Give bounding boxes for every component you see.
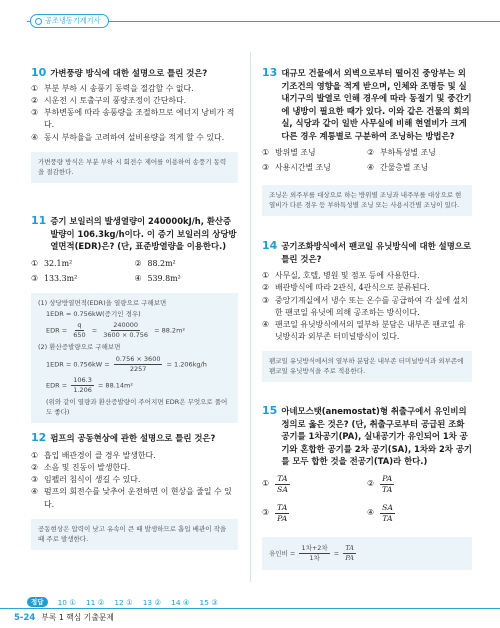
question-number: 13 (262, 66, 278, 79)
answer-item: 12 ① (114, 597, 133, 607)
option-1: ① $\frac{TA}{SA}$ (262, 473, 288, 494)
option-2: ② 88.2m² (134, 258, 176, 268)
explanation-box: 팬코일 유닛방식에서의 열부하 분담은 내부존 터미널방식과 외부존에 팬코일 유닛방식을 주로 적용한다. (262, 351, 472, 382)
option-3: ③ $\frac{TA}{PA}$ (262, 502, 288, 523)
option-3: ③ 부하변동에 따라 송풍량을 조절하므로 에너지 낭비가 적다. (31, 108, 235, 130)
page-number: 5-24 (14, 612, 36, 623)
option-4: ④ 539.8m² (134, 273, 181, 283)
explanation-line: (2) 환산증발량으로 구해보면 (38, 343, 121, 352)
question-14 (262, 240, 472, 382)
formula-edr-heat: EDR = $\frac{q}{650}$ = $\frac{240000}{3600 \times 0.756}$ = 88.2m² (46, 321, 186, 340)
answer-item: 15 ③ (199, 597, 218, 607)
question-text: 펌프의 공동현상에 관한 설명으로 틀린 것은? (50, 433, 216, 443)
answer-key (27, 597, 218, 607)
answer-item: 11 ② (85, 597, 105, 607)
option-list (262, 474, 472, 527)
option-3: ③ 임펠러 침식이 생길 수 있다. (31, 475, 141, 485)
question-number: 10 (31, 66, 47, 79)
option-4: ④ 동시 부하율을 고려하여 설비용량을 적게 할 수 있다. (31, 132, 225, 142)
footer-rule (0, 608, 500, 609)
option-2: ② 배관방식에 따라 2관식, 4관식으로 분류된다. (262, 283, 430, 293)
question-13 (262, 67, 472, 216)
answer-item: 14 ④ (171, 597, 190, 607)
question-10 (31, 67, 238, 183)
header-badge (30, 14, 109, 28)
explanation-box: 조닝은 외주부를 대상으로 하는 방위별 조닝과 내주부를 대상으로 현열비가 다른 경우 등 부하특성별 조닝 또는 사용시간별 조닝이 있다. (262, 185, 472, 216)
answer-item: 13 ② (142, 597, 162, 607)
explanation-box: 가변풍량 방식은 부분 부하 시 회전수 제어를 이용하여 송풍기 동력을 절감한다. (31, 152, 238, 183)
formula-edr-kg: 1EDR = 0.756kW = $\frac{0.756 \times 3600}{2257}$ = 1.206kg/h (46, 354, 207, 373)
page-header (27, 14, 500, 28)
option-list (31, 83, 238, 144)
question-number: 11 (31, 214, 47, 227)
question-text: 가변풍량 방식에 대한 설명으로 틀린 것은? (50, 68, 208, 78)
option-list (262, 270, 472, 344)
option-1: ① 흡입 배관경이 클 경우 발생한다. (31, 450, 156, 460)
option-4: ④ 팬코일 유닛방식에서의 열부하 분담은 내부존 팬코일 유닛방식과 외부존 터미널방식이 있다. (262, 320, 466, 342)
question-number: 15 (262, 404, 278, 417)
option-1: ① 방위별 조닝 (262, 148, 316, 157)
column-divider (250, 52, 251, 582)
explanation-line: (1) 상당방열면적(EDR)을 열량으로 구해보면 (38, 299, 167, 308)
option-1: ① 32.1m² (31, 258, 73, 268)
option-4: ④ $\frac{SA}{TA}$ (367, 502, 393, 523)
page-footer (14, 612, 114, 623)
header-title: 공조냉동기계기사 (45, 16, 101, 25)
explanation-box (31, 293, 238, 423)
question-15 (262, 405, 472, 570)
question-11 (31, 215, 238, 423)
question-text: 아네모스탯(anemostat)형 취출구에서 유인비의 정의로 옳은 것은? (단, 취출구로부터 공급된 조화공기를 1차공기(PA), 실내공기가 유인되어 1차 공기와 혼합한 공기를 2차 공기(SA), 1차와 2차 공기를 모두 합한 것을 전공기(TA)라 한다.) (281, 406, 472, 466)
option-list (262, 147, 472, 178)
answer-badge: 정답 (27, 597, 48, 607)
explanation-box: 공동현상은 압력이 낮고 유속이 큰 때 발생하므로 흡입 배관이 작을 때 주로 발생한다. (31, 519, 238, 550)
answer-item: 10 ① (57, 597, 76, 607)
option-1: ① 부분 부하 시 송풍기 동력을 절감할 수 없다. (31, 83, 194, 93)
option-3: ③ 사용시간별 조닝 (262, 163, 331, 173)
option-4: ④ 간물층별 조닝 (367, 163, 429, 173)
question-text: 대규모 건물에서 외벽으로부터 떨어진 중앙부는 외기조건의 영향을 적게 받으며, 인체와 조명등 및 실내기구의 발열로 인해 경우에 따라 동절기 및 중간기에 냉방이 필요한 때가 있다. 이와 같은 건물의 회의실, 식당과 같이 일반 사무실에 비해 현열비가 크게 다른 경우 계통별로 구분하여 조닝하는 방법은? (281, 68, 472, 141)
question-text: 공기조화방식에서 팬코일 유닛방식에 대한 설명으로 틀린 것은? (281, 241, 471, 264)
circle-icon (35, 18, 42, 25)
option-2: ② 부하특성별 조닝 (367, 148, 436, 157)
option-3: ③ 133.3m² (31, 273, 78, 283)
explanation-note: (위와 같이 열량과 환산증발량이 주어지면 EDR은 무엇으로 풀어도 좋다) (46, 397, 228, 417)
option-2: ② 소음 및 진동이 발생한다. (31, 462, 131, 472)
option-1: ① 사무실, 호텔, 병원 및 점포 등에 사용한다. (262, 271, 420, 280)
question-12 (31, 432, 238, 550)
explanation-line: 1EDR = 0.756kW(증기인 경우) (46, 309, 141, 318)
option-3: ③ 중앙기계실에서 냉수 또는 온수를 공급하여 각 실에 설치한 팬코일 유닛에 의해 공조하는 방식이다. (262, 295, 468, 317)
formula-edr-result: EDR = $\frac{106.3}{1.206}$ = 88.14m² (46, 375, 133, 394)
option-2: ② $\frac{PA}{TA}$ (367, 473, 393, 494)
option-list (31, 450, 238, 511)
section-title: 부록 1 핵심 기출문제 (41, 613, 114, 622)
question-text: 증기 보일러의 발생열량이 240000kJ/h, 환산증발량이 106.3kg/h이다. 이 증기 보일러의 상당방열면적(EDR)은? (단, 표준방열량을 이용한다.) (50, 216, 237, 251)
option-2: ② 시운전 시 토출구의 풍량조정이 간단하다. (31, 95, 187, 105)
question-number: 14 (262, 239, 278, 252)
question-number: 12 (31, 431, 47, 444)
option-list (31, 258, 238, 289)
option-4: ④ 펌프의 회전수를 낮추어 운전하면 이 현상을 줄일 수 있다. (31, 487, 232, 509)
formula-induction-ratio: 유인비 = $\frac{\text{1차+2차}}{\text{1차}}$ = $\frac{TA}{PA}$ (269, 543, 355, 562)
explanation-box (262, 537, 472, 570)
